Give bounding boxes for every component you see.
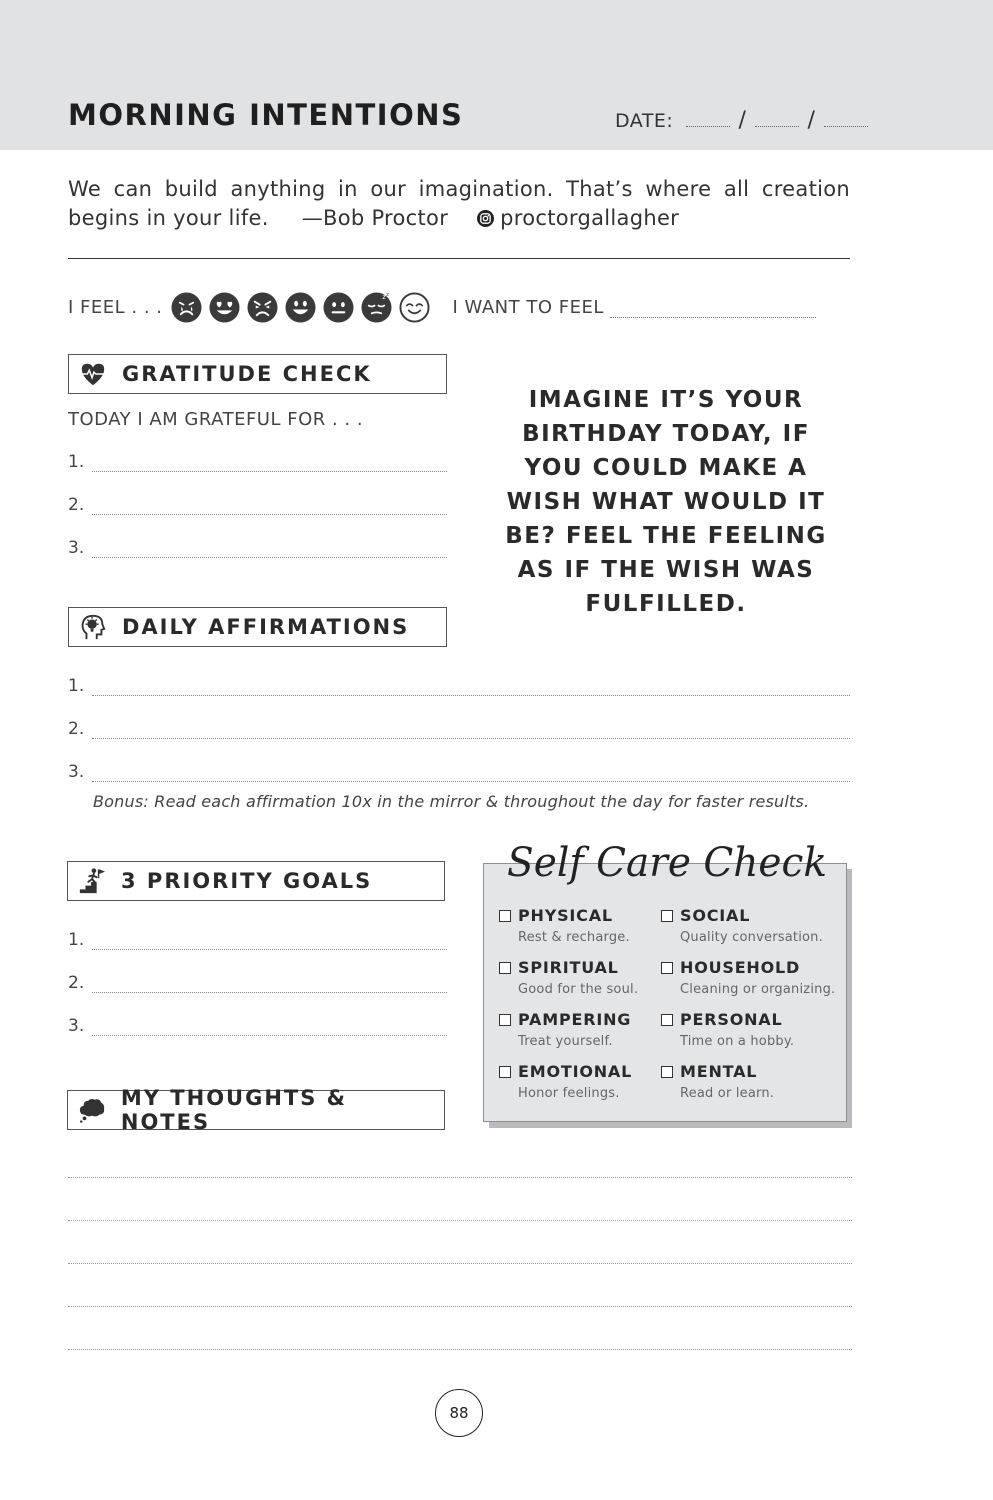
instagram-icon [477,210,494,227]
checkbox[interactable] [661,1014,673,1026]
date-day-blank[interactable] [755,112,799,127]
notes-line[interactable] [68,1263,852,1264]
write-line[interactable] [92,543,447,558]
grinning-face-icon[interactable] [285,292,316,323]
thoughts-notes-header [67,1086,445,1134]
self-care-item-desc: Quality conversation. [680,930,823,945]
self-care-title-text: Self Care Check [507,840,827,886]
self-care-item-emotional[interactable] [499,1062,664,1101]
page-number: 88 [435,1389,483,1437]
checkbox[interactable] [499,1014,511,1026]
thought-cloud-icon [78,1096,106,1124]
self-care-item-social[interactable] [661,906,841,945]
write-line[interactable] [92,457,447,472]
want-to-feel-blank[interactable] [610,297,816,318]
notes-line[interactable] [68,1220,852,1221]
gratitude-line-2[interactable] [68,495,447,515]
feel-row [68,290,816,324]
self-care-item-name: SOCIAL [680,906,751,925]
thoughts-notes-title: MY THOUGHTS & NOTES [120,1086,347,1134]
self-care-item-name: PHYSICAL [518,906,613,925]
svg-text:z: z [385,292,389,298]
heart-eyes-face-icon[interactable] [209,292,240,323]
checkbox[interactable] [499,962,511,974]
self-care-item-desc: Treat yourself. [518,1034,613,1049]
gratitude-line-1[interactable] [68,452,447,472]
line-number: 2. [68,495,85,515]
self-care-item-spiritual[interactable] [499,958,664,997]
write-line[interactable] [92,500,447,515]
affirmation-line-2[interactable] [68,719,850,739]
crying-face-icon[interactable] [171,292,202,323]
sleepy-face-icon[interactable] [361,292,392,323]
self-care-item-name: HOUSEHOLD [680,958,801,977]
climbing-stairs-icon [78,867,106,895]
notes-line[interactable] [68,1306,852,1307]
quote-text-end: begins in your life. [68,206,269,230]
checkbox[interactable] [661,962,673,974]
line-number: 1. [68,452,85,472]
feel-label: I FEEL . . . [68,296,163,318]
divider [68,258,850,259]
self-care-item-mental[interactable] [661,1062,841,1101]
svg-text:z: z [381,292,386,301]
affirmation-line-3[interactable] [68,762,850,782]
checkbox[interactable] [499,910,511,922]
self-care-item-physical[interactable] [499,906,664,945]
notes-line[interactable] [68,1349,852,1350]
write-line[interactable] [92,681,850,696]
self-care-item-desc: Good for the soul. [518,982,639,997]
write-line[interactable] [92,1021,447,1036]
daily-affirmations-header [68,607,447,647]
date-separator: / [807,108,816,133]
line-number: 2. [68,719,85,739]
smiling-closed-eyes-face-icon[interactable] [399,292,430,323]
date-year-blank[interactable] [824,112,868,127]
goal-line-2[interactable] [68,973,447,993]
date-month-blank[interactable] [686,112,730,127]
affirmation-line-1[interactable] [68,676,850,696]
gratitude-line-3[interactable] [68,538,447,558]
date-field [615,108,868,133]
quote-line-2 [68,204,850,233]
self-care-item-desc: Cleaning or organizing. [680,982,836,997]
self-care-item-name: PERSONAL [680,1010,783,1029]
line-number: 1. [68,930,85,950]
neutral-face-icon[interactable] [323,292,354,323]
affirmation-bonus-note: Bonus: Read each affirmation 10x in the mirror & throughout the day for faster results. [93,792,810,811]
gratitude-prompt: TODAY I AM GRATEFUL FOR . . . [68,409,364,430]
write-line[interactable] [92,935,447,950]
notes-line[interactable] [68,1177,852,1178]
write-line[interactable] [92,724,850,739]
line-number: 3. [68,538,85,558]
self-care-item-household[interactable] [661,958,841,997]
priority-goals-title: 3 PRIORITY GOALS [121,869,373,893]
date-separator: / [738,108,747,133]
self-care-item-name: SPIRITUAL [518,958,619,977]
daily-affirmations-title: DAILY AFFIRMATIONS [122,615,410,639]
line-number: 3. [68,762,85,782]
head-lightbulb-icon [79,613,107,641]
line-number: 2. [68,973,85,993]
line-number: 1. [68,676,85,696]
goal-line-1[interactable] [68,930,447,950]
checkbox[interactable] [661,910,673,922]
want-to-feel-label: I WANT TO FEEL [452,296,604,318]
self-care-item-name: PAMPERING [518,1010,632,1029]
self-care-item-personal[interactable] [661,1010,841,1049]
quote-handle: proctorgallagher [500,206,680,230]
write-line[interactable] [92,767,850,782]
line-number: 3. [68,1016,85,1036]
self-care-item-pampering[interactable] [499,1010,664,1049]
self-care-item-desc: Rest & recharge. [518,930,630,945]
self-care-title [495,836,840,890]
self-care-item-desc: Time on a hobby. [680,1034,795,1049]
checkbox[interactable] [661,1066,673,1078]
self-care-item-desc: Honor feelings. [518,1086,620,1101]
checkbox[interactable] [499,1066,511,1078]
quote-line-1: We can build anything in our imagination. That’s where all creation [68,177,850,201]
self-care-item-name: EMOTIONAL [518,1062,633,1081]
self-care-item-name: MENTAL [680,1062,758,1081]
quote-author: —Bob Proctor [301,206,449,230]
gratitude-check-title: GRATITUDE CHECK [122,362,372,386]
self-care-item-desc: Read or learn. [680,1086,775,1101]
goal-line-3[interactable] [68,1016,447,1036]
gratitude-check-header [68,354,447,394]
angry-face-icon[interactable] [247,292,278,323]
wish-prompt: IMAGINE IT’S YOUR BIRTHDAY TODAY, IF YOU COULD MAKE A WISH WHAT WOULD IT BE? FEEL THE FEELING AS IF THE WISH WAS FULFILLED. [505,387,827,617]
quote [68,175,850,233]
date-label: DATE: [615,110,674,132]
write-line[interactable] [92,978,447,993]
page-title: MORNING INTENTIONS [68,98,464,132]
priority-goals-header [67,861,445,901]
heart-pulse-icon [79,360,107,388]
